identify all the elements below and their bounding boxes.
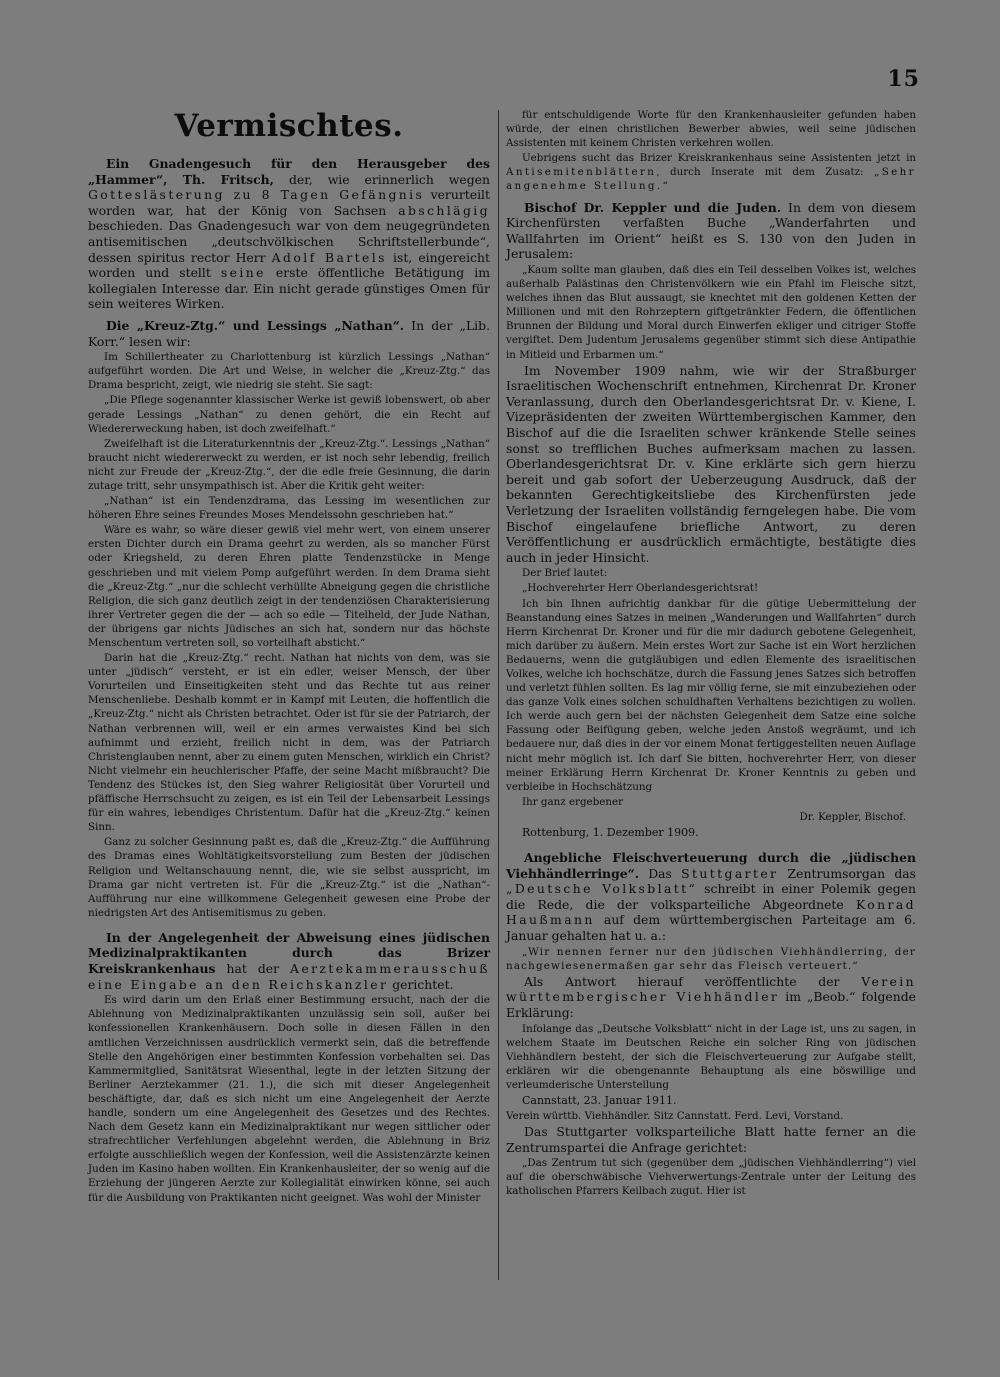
article-text: erste öffentliche Betätigung im kollegialen Interesse dar. Ein nicht gerade günstiges Omen für sein weiteres Wirken. [88, 265, 490, 312]
spaced-text: Stuttgarter [681, 865, 779, 881]
spaced-text: abschlägig [398, 202, 490, 218]
article-paragraph: Im Schillertheater zu Charlottenburg ist kürzlich Lessings „Nathan“ aufgeführt worden. Die Art und Weise, in welcher die „Kreuz-Ztg.“ das Drama bespricht, zeigt, wie niedrig sie steht. Sie sagt: [88, 351, 490, 392]
letter-closing: Ihr ganz ergebener [522, 795, 623, 808]
article-paragraph: Im November 1909 nahm, wie wir der Straßburger Israelitischen Wochenschrift entnehmen, Kirchenrat Dr. Kroner Veranlassung, durch den Oberlandesgerichtsrat Dr. v. Kiene, I. Vizepräsidenten der zweiten Württembergischen Kammer, den Bischof auf die die Israeliten schwer kränkende Stelle seines sonst so trefflichen Buches aufmerksam machen zu lassen. Oberlandesgerichtsrat Dr. v. Kine erklärte sich gern hierzu bereit und gab sofort der Ueberzeugung Ausdruck, daß der bekannten Gerechtigkeitsliebe des Kirchenfürsten jede Verletzung der Israeliten vollständig ferngelegen habe. Die vom Bischof eingelaufene briefliche Antwort, zu deren Veröffentlichung er ausdrücklich ermächtigte, bestätigte dies auch in jeder Hinsicht. [506, 362, 916, 565]
spaced-text: seine [220, 265, 266, 281]
article-paragraph: Ganz zu solcher Gesinnung paßt es, daß die „Kreuz-Ztg.“ die Aufführung des Dramas eines Wohltätigkeitsvorstellung zum Besten der jüdischen Religion und Weltanschauung nennt, die, wie sie selbst ausspricht, im Drama gar nicht vertreten ist. Für die „Kreuz-Ztg.“ ist die „Nathan“-Aufführung nur eine willkommene Gelegenheit gewesen eine Probe der niedrigsten Art des Antisemitismus zu geben. [88, 836, 490, 919]
article-paragraph: Das Stuttgarter volksparteiliche Blatt hatte ferner an die Zentrumspartei die Anfrage gerichtet: [506, 1124, 916, 1155]
article-text: Zentrumsorgan das [778, 865, 917, 881]
letter-intro: Der Brief lautet: [522, 567, 608, 580]
right-column [506, 108, 916, 1199]
article-paragraph: Darin hat die „Kreuz-Ztg.“ recht. Nathan hat nichts von dem, was sie unter „jüdisch“ versteht, er ist ein edler, weiser Mensch, der über Vorurteilen und Einseitigkeiten steht und das Rechte tut aus reiner Menschenliebe. Deshalb kommt er in Kampf mit Leuten, die hoffentlich die „Kreuz-Ztg.“ nicht als Christen betrachtet. Oder ist für sie der Patriarch, der Nathan verbrennen will, weil er ein armes verwaistes Kind bei sich aufnimmt und erzieht, freilich nicht in dem, was der Patriarch Christenglauben nennt, aber zu einem guten Menschen, wirklich ein Christ? Nicht vielmehr ein heuchlerischer Pfaffe, der seine Macht mißbraucht? Die Tendenz des Stückes ist, den Sieg wahrer Religiosität über Vorurteil und pfäffische Herrschsucht zu zeigen, es ist ein Teil der Lebensarbeit Lessings für ein wahres, lebendiges Christentum. Dafür hat die „Kreuz-Ztg.“ keinen Sinn. [88, 652, 490, 834]
article-text: Als Antwort hierauf veröffentlichte der [524, 973, 862, 989]
article-heading: Ein Gnadengesuch für den Herausgeber des „Hammer“, Th. Fritsch, [88, 156, 490, 187]
article-text: , durch Inserate mit dem Zusatz: [656, 166, 874, 179]
article-text: beschieden. Das Gnadengesuch war von dem neugegründeten antisemitischen „deutschvölkischen Schriftstellerbunde“, dessen spiritus rector Herr [88, 218, 490, 265]
article-keppler [506, 200, 916, 262]
article-heading: Angebliche Fleischverteuerung durch die „jüdischen Viehhändlerringe“. [506, 850, 916, 881]
letter-signature: Dr. Keppler, Bischof. [799, 810, 906, 823]
article-heading: In der Angelegenheit der Abweisung eines jüdischen Medizinalpraktikanten durch das Brizer Kreiskrankenhaus [88, 929, 490, 977]
article-text: der, wie erinnerlich wegen [274, 171, 490, 187]
quotation: „Das Zentrum tut sich (gegenüber dem „jüdischen Viehhändlerring“) viel auf die oberschwäbische Viehverwertungs-Zentrale unter der Leitung des katholischen Pfarrers Keilbach zugut. Hier ist [506, 1157, 916, 1198]
quotation: „Die Pflege sogenannter klassischer Werke ist gewiß lobenswert, ob aber gerade Lessings „Nathan“ zu denen gehört, die ein Recht auf Wiedererweckung haben, ist doch zweifelhaft.“ [88, 394, 490, 435]
spaced-text: Aerztekammerausschuß eine Eingabe an den Reichskanzler [88, 961, 490, 992]
article-text: gerichtet. [388, 976, 454, 992]
spaced-text: Gotteslästerung zu 8 Tagen Gefängnis [88, 187, 425, 203]
left-column [88, 108, 490, 1205]
article-text: ist, eingereicht worden und stellt [88, 249, 490, 281]
spaced-text: Verein württembergischer Viehhändler [506, 973, 916, 1005]
article-gnadengesuch [88, 156, 490, 312]
article-text: hat der [215, 961, 291, 977]
column-divider [498, 110, 499, 1280]
article-fleischverteuerung [506, 850, 916, 944]
article-text: Uebrigens sucht das Brizer Kreiskrankenhaus seine Assistenten jetzt in [522, 152, 916, 165]
article-paragraph [506, 151, 916, 193]
letter-body: Ich bin Ihnen aufrichtig dankbar für die gütige Uebermittelung der Beanstandung eines Satzes in meinen „Wanderungen und Wallfahrten“ durch Herrn Kirchenrat Dr. Kroner und für die mir dadurch gebotene Gelegenheit, mich darüber zu äußern. Mein erstes Wort zur Sache ist ein Wort herzlichen Bedauerns, wenn die gutgläubigen und edlen Elemente des israelitischen Volkes, welche ich hochschätze, durch die Fassung jenes Satzes sich betroffen und verletzt fühlen sollten. Es lag mir völlig ferne, sie mit einzubeziehen oder das ganze Volk eines solchen schuldhaften Verhaltens bezichtigen zu wollen. Ich werde auch gern bei der nächsten Gelegenheit dem Satze eine solche Fassung oder Beifügung geben, welche jeden Anstoß wegräumt, und ich bedauere nur, daß dies in der vor einem Monat fertiggestellten neuen Auflage nicht mehr möglich ist. Ich darf Sie bitten, hochverehrter Herr, von dieser meiner Erklärung Herrn Kirchenrat Dr. Kroner Kenntnis zu geben und verbleibe in Hochschätzung [506, 597, 916, 793]
article-text: Das [639, 865, 682, 881]
quotation: „Kaum sollte man glauben, daß dies ein Teil desselben Volkes ist, welches außerhalb Palästinas den Christenvölkern wie ein Pfahl im Fleische sitzt, welches ihnen das Blut aussaugt, sie knechtet mit den goldenen Ketten der Millionen und mit den Rohrzeptern giftgetränkter Federn, die öffentlichen Brunnen der Bildung und Moral durch Einwerfen ekliger und citriger Stoffe vergiftet. Dem Judentum Jerusalems gegenüber stimmt sich diese Antipathie in Mitleid und Erbarmen um.“ [506, 263, 916, 361]
section-title: Vermischtes. [174, 108, 404, 144]
declaration-signature: Verein württb. Viehhändler. Sitz Cannstatt. Ferd. Levi, Vorstand. [506, 1110, 844, 1122]
quotation: „Wir nennen ferner nur den jüdischen Viehhändlerring, der nachgewiesenermaßen gar sehr das Fleisch verteuert.“ [506, 945, 916, 972]
article-text: In dem von diesem Kirchenfürsten verfaßten Buche „Wanderfahrten und Wallfahrten im Orient“ heißt es S. 130 von den Juden in Jerusalem: [506, 199, 916, 262]
spaced-text: Konrad Haußmann [506, 896, 916, 928]
article-text: schreibt in einer Polemik gegen die Rede, die der volksparteiliche Abgeordnete [506, 881, 916, 912]
letter-salutation: „Hochverehrter Herr Oberlandesgerichtsrat! [522, 582, 759, 595]
spaced-text: „Deutsche Volksblatt“ [506, 881, 698, 897]
article-medizinalpraktikant [88, 930, 490, 992]
article-text: auf dem württembergischen Parteitage am 6. Januar gehalten hat u. a.: [506, 912, 916, 943]
letter-dateline: Rottenburg, 1. Dezember 1909. [522, 826, 699, 839]
article-paragraph: Es wird darin um den Erlaß einer Bestimmung ersucht, nach der die Ablehnung von Medizinalpraktikanten unzulässig sein soll, außer bei konfessionellen Krankenhäusern. Doch solle in diesen Fällen in den amtlichen Verzeichnissen ausdrücklich vermerkt sein, daß die betreffende Stelle den Angehörigen einer bestimmten Konfession vorbehalten sei. Das Kammermitglied, Sanitätsrat Wiesenthal, legte in der letzten Sitzung der Berliner Aerztekammer (21. 1.), die sich mit dieser Angelegenheit beschäftigte, dar, daß es sich nicht um eine Angelegenheit der Aerzte handle, sondern um eine Angelegenheit des Gesetzes und des Rechtes. Nach dem Gesetz kann ein Medizinalpraktikant nur wegen sittlicher oder strafrechtlicher Verfehlungen abgelehnt werden, die Ablehnung in Briz erfolgte ausschließlich wegen der Konfession, weil die Assistenzärzte keinen Juden im Kasino haben wollten. Ein Krankenhausleiter, der so wenig auf die Erziehung der jüngeren Aerzte zur Kollegialität einwirken könne, sei auch für die Ausbildung von Praktikanten nicht geeignet. Was wohl der Minister [88, 994, 490, 1204]
spaced-text: Adolf Bartels [271, 249, 387, 265]
article-text: verurteilt worden war, hat der König von Sachsen [88, 187, 490, 218]
article-heading: Die „Kreuz-Ztg.“ und Lessings „Nathan“. [106, 317, 405, 333]
article-heading: Bischof Dr. Keppler und die Juden. [524, 199, 782, 215]
page-number: 15 [887, 66, 920, 92]
spaced-text: „Sehr angenehme Stellung.“ [506, 166, 916, 193]
article-paragraph: Zweifelhaft ist die Literaturkenntnis der „Kreuz-Ztg.“. Lessings „Nathan“ braucht nicht wiedererweckt zu werden, er ist noch sehr lebendig, freilich nicht zur Freude der „Kreuz-Ztg.“, der die edle freie Gesinnung, die darin zutage tritt, sehr unsympathisch ist. Aber die Kritik geht weiter: [88, 437, 490, 492]
declaration-dateline: Cannstatt, 23. Januar 1911. [522, 1094, 677, 1107]
article-kreuzzeitung-nathan [88, 318, 490, 349]
article-text: In der „Lib. Korr.“ lesen wir: [88, 317, 491, 349]
article-paragraph: Wäre es wahr, so wäre dieser gewiß viel mehr wert, von einem unserer ersten Dichter durch ein Drama geehrt zu werden, als so mancher Fürst oder Kriegsheld, zu deren Ehren platte Tendenzstücke in Menge geschrieben und mit vielem Pomp aufgeführt werden. In dem Drama sieht die „Kreuz-Ztg.“ „nur die schlecht verhüllte Abneigung gegen die christliche Religion, die sich ganz deutlich zeigt in der tendenziösen Charakterisierung ihrer Vertreter gegen die der — ach so edle — Titelheld, der Jude Nathan, der übrigens gar nichts Jüdisches an sich hat, sondern nur das höchste Menschentum vertreten soll, so vorteilhaft absticht.“ [88, 524, 490, 649]
spaced-text: Antisemitenblättern [506, 166, 657, 179]
article-continuation: für entschuldigende Worte für den Krankenhausleiter gefunden haben würde, der einen christlichen Bewerber abwies, weil seine jüdischen Assistenten mit keinem Christen verkehren wollen. [506, 109, 916, 150]
article-text: im „Beob.“ folgende Erklärung: [506, 989, 916, 1020]
quotation: „Nathan“ ist ein Tendenzdrama, das Lessing im wesentlichen zur höheren Ehre seines Freundes Moses Mendelssohn geschrieben hat.“ [88, 495, 490, 522]
article-paragraph [506, 974, 916, 1021]
declaration: Infolange das „Deutsche Volksblatt“ nicht in der Lage ist, uns zu sagen, in welchem Staate im Deutschen Reiche ein solcher Ring von jüdischen Viehhändlern besteht, der sich die Fleischverteuerung zur Aufgabe stellt, erklären wir die obengenannte Behauptung als eine böswillige und verleumderische Unterstellung [506, 1022, 916, 1091]
